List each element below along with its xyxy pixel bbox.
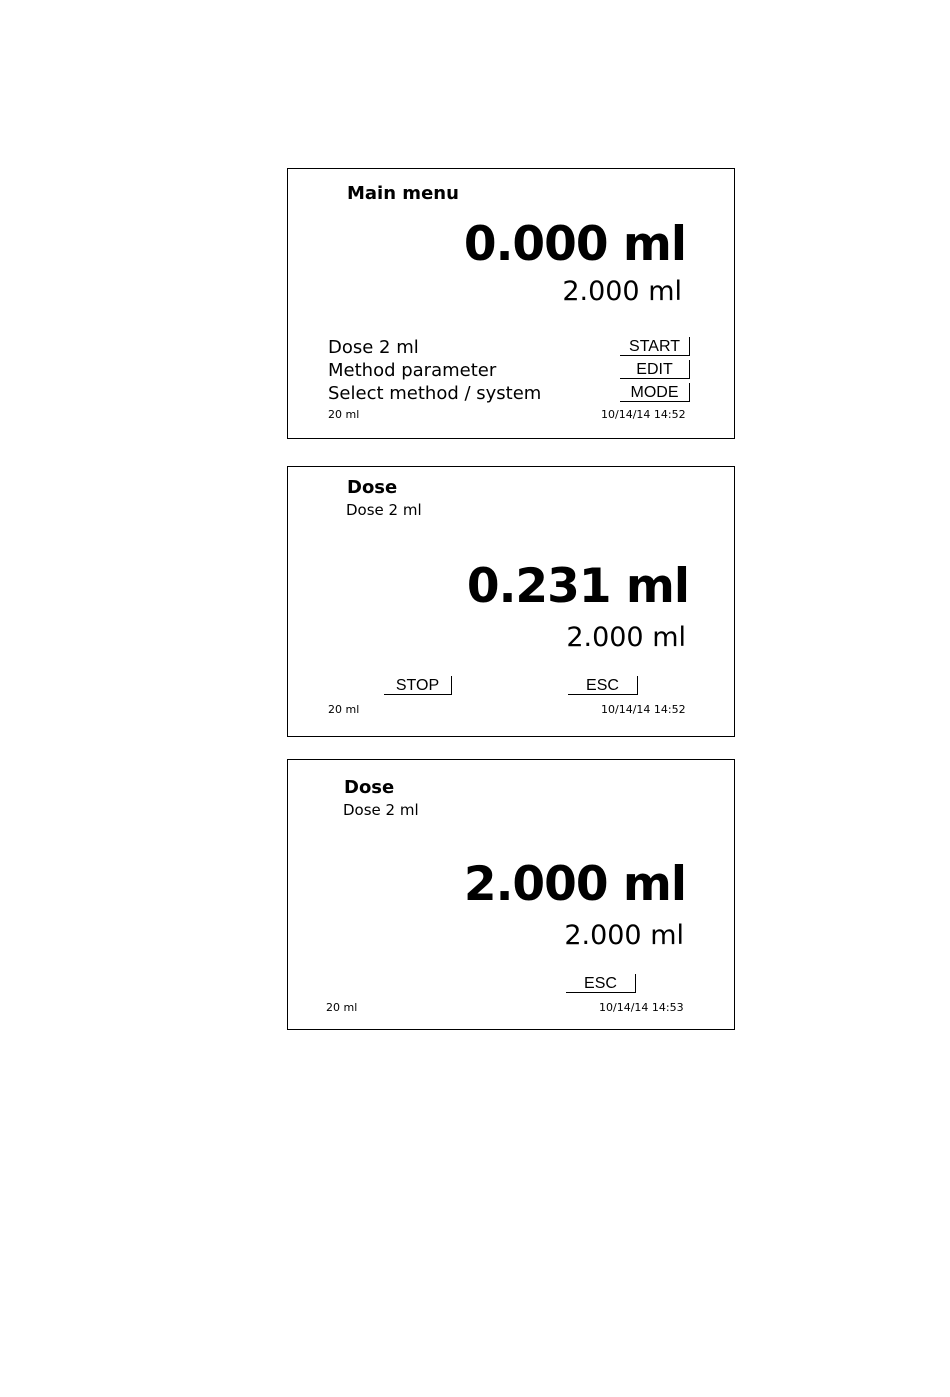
method-name: Dose 2 ml xyxy=(346,501,422,519)
start-button[interactable]: START xyxy=(620,337,690,356)
current-volume: 2.000 ml xyxy=(463,857,686,912)
menu-item-method-parameter[interactable]: Method parameter xyxy=(328,360,497,381)
date-time: 10/14/14 14:52 xyxy=(601,408,686,421)
esc-button[interactable]: ESC xyxy=(568,676,638,695)
screen-title: Dose xyxy=(347,477,398,498)
screen-title: Dose xyxy=(344,777,395,798)
dose-running-screen xyxy=(287,466,735,737)
burette-size: 20 ml xyxy=(326,1001,358,1014)
mode-button[interactable]: MODE xyxy=(620,383,690,402)
main-menu-screen xyxy=(287,168,735,439)
screen-title: Main menu xyxy=(347,183,459,204)
menu-item-dose[interactable]: Dose 2 ml xyxy=(328,337,419,358)
method-name: Dose 2 ml xyxy=(343,801,419,819)
target-volume: 2.000 ml xyxy=(564,920,684,951)
burette-size: 20 ml xyxy=(328,703,360,716)
stop-button[interactable]: STOP xyxy=(384,676,452,695)
menu-item-select-method[interactable]: Select method / system xyxy=(328,383,542,404)
current-volume: 0.231 ml xyxy=(466,559,689,614)
current-volume: 0.000 ml xyxy=(463,217,686,272)
target-volume: 2.000 ml xyxy=(562,276,682,307)
date-time: 10/14/14 14:52 xyxy=(601,703,686,716)
esc-button[interactable]: ESC xyxy=(566,974,636,993)
date-time: 10/14/14 14:53 xyxy=(599,1001,684,1014)
edit-button[interactable]: EDIT xyxy=(620,360,690,379)
burette-size: 20 ml xyxy=(328,408,360,421)
dose-complete-screen xyxy=(287,759,735,1030)
target-volume: 2.000 ml xyxy=(566,622,686,653)
